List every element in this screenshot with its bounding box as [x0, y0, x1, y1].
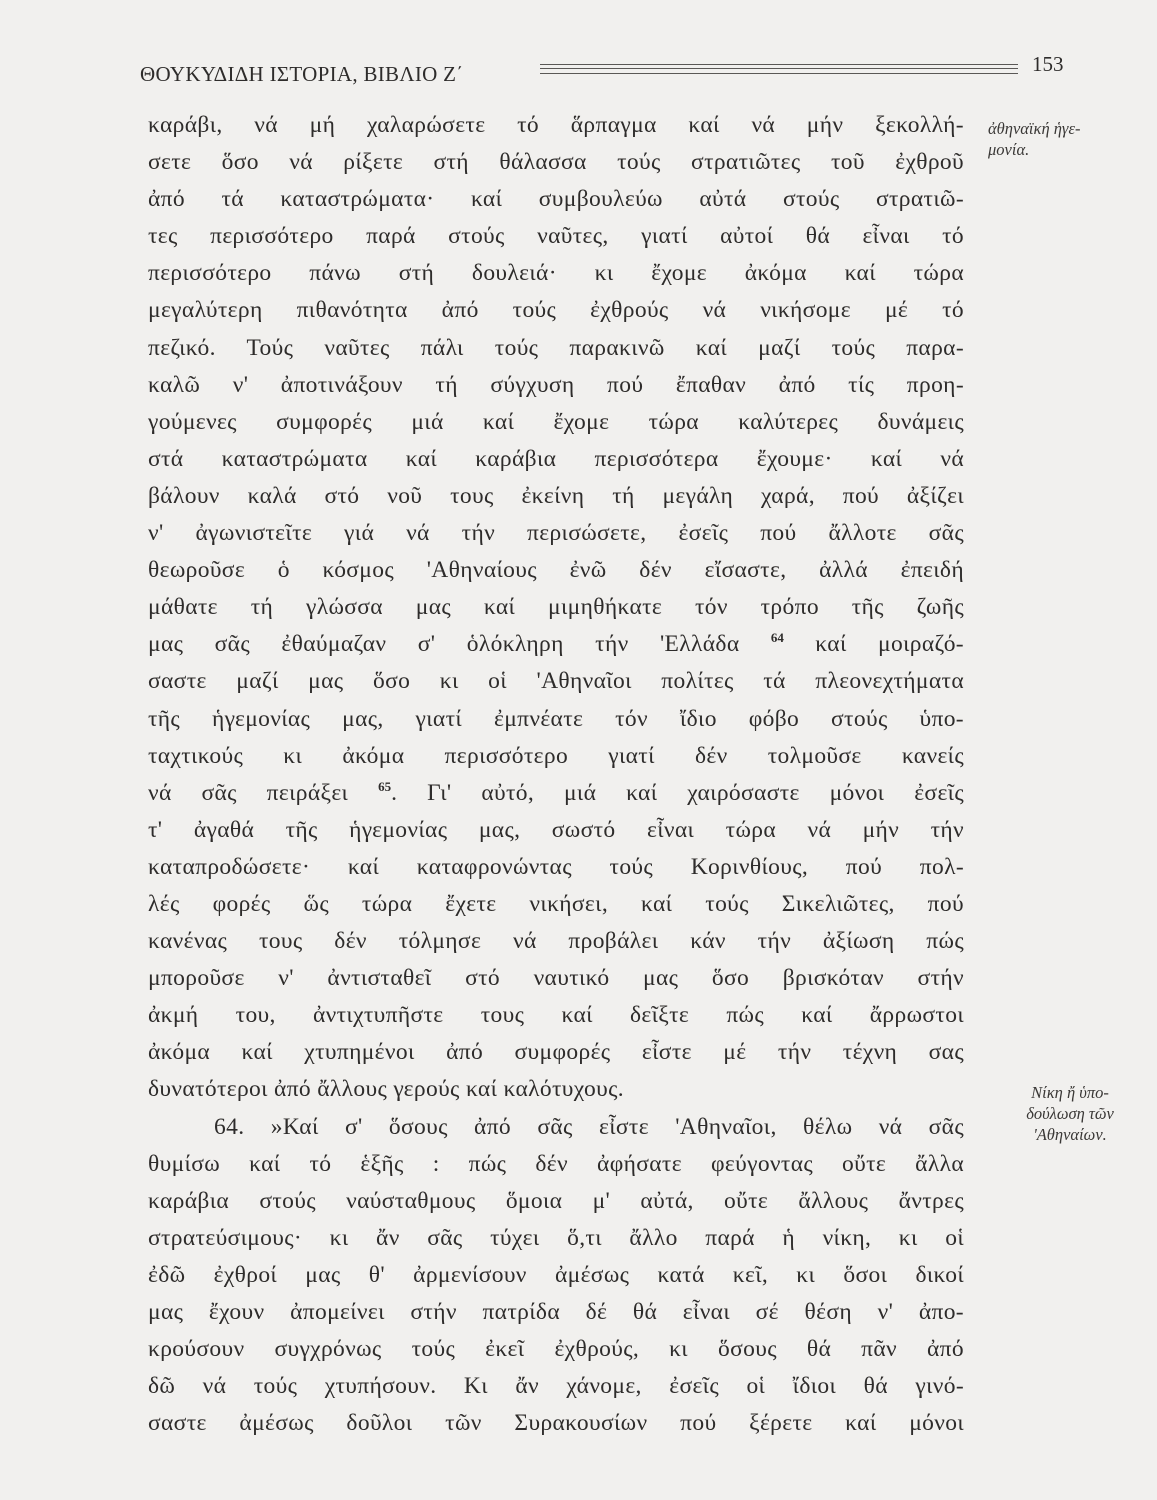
text-line: ἀπό τά καταστρώματα· καί συμβουλεύω αὐτά στούς στρατιῶ-: [148, 186, 964, 213]
text-line: περισσότερο πάνω στή δουλειά· κι ἔχομε ἀκόμα καί τώρα: [148, 260, 964, 287]
text-line: μάθατε τή γλώσσα μας καί μιμηθήκατε τόν τρόπο τῆς ζωῆς: [148, 594, 964, 621]
margin-note-line: μονία.: [988, 140, 1030, 159]
text-line: τ' ἀγαθά τῆς ἡγεμονίας μας, σωστό εἶναι τώρα νά μήν τήν: [148, 816, 964, 843]
text-line: στά καταστρώματα καί καράβια περισσότερα ἔχουμε· καί νά: [148, 445, 964, 472]
text-segment: νά σᾶς πειράξει: [148, 779, 379, 806]
text-line: κρούσουν συγχρόνως τούς ἐκεῖ ἐχθρούς, κι ὅσους θά πᾶν ἀπό: [148, 1336, 964, 1363]
margin-note-line: Νίκη ἤ ὑπο-: [1031, 1083, 1109, 1102]
text-line: στρατεύσιμους· κι ἄν σᾶς τύχει ὅ,τι ἄλλο παρά ἡ νίκη, κι οἱ: [148, 1224, 964, 1251]
running-head-title: ΘΟΥΚΥΔΙΔΗ ΙΣΤΟΡΙΑ, ΒΙΒΛΙΟ Ζ΄: [140, 62, 464, 86]
body-text: [148, 107, 964, 1442]
margin-note-line: 'Αθηναίων.: [1033, 1125, 1107, 1144]
text-line: ταχτικούς κι ἀκόμα περισσότερο γιατί δέν τολμοῦσε κανείς: [148, 742, 964, 769]
text-line: γούμενες συμφορές μιά καί ἔχομε τώρα καλύτερες δυνάμεις: [148, 408, 964, 435]
running-head: [140, 52, 1064, 88]
footnote-marker-65: 65: [378, 778, 392, 794]
text-line-with-footnote: [148, 775, 964, 812]
text-line: θυμίσω καί τό ἑξῆς : πώς δέν ἀφήσατε φεύγοντας οὔτε ἄλλα: [148, 1150, 964, 1177]
margin-note-victory-or-slavery: [995, 1082, 1145, 1145]
text-line: καλῶ ν' ἀποτινάξουν τή σύγχυση πού ἔπαθαν ἀπό τίς προη-: [148, 371, 964, 398]
footnote-marker-64: 64: [770, 630, 784, 646]
text-line: θεωροῦσε ὁ κόσμος 'Αθηναίους ἐνῶ δέν εἴσαστε, ἀλλά ἐπειδή: [148, 557, 964, 584]
page-number: 153: [1032, 52, 1064, 76]
text-line: καράβι, νά μή χαλαρώσετε τό ἅρπαγμα καί νά μήν ξεκολλή-: [148, 112, 964, 138]
margin-note-hegemony: [988, 118, 1148, 160]
header-rule: [540, 64, 1018, 74]
text-line: ἀκόμα καί χτυπημένοι ἀπό συμφορές εἶστε μέ τήν τέχνη σας: [148, 1039, 964, 1066]
text-segment: καί μοιραζό-: [783, 631, 964, 658]
text-line: μεγαλύτερη πιθανότητα ἀπό τούς ἐχθρούς νά νικήσομε μέ τό: [148, 297, 964, 324]
text-line: μποροῦσε ν' ἀντισταθεῖ στό ναυτικό μας ὅσο βρισκόταν στήν: [148, 965, 964, 992]
text-line: καταπροδώσετε· καί καταφρονώντας τούς Κορινθίους, πού πολ-: [148, 853, 964, 880]
text-segment: μας σᾶς ἐθαύμαζαν σ' ὁλόκληρη τήν 'Ελλάδα: [148, 631, 771, 658]
paragraph-end-line: δυνατότεροι ἀπό ἄλλους γερούς καί καλότυχους.: [148, 1076, 624, 1103]
text-line: πεζικό. Τούς ναῦτες πάλι τούς παρακινῶ καί μαζί τούς παρα-: [148, 334, 964, 361]
text-segment: . Γι' αὐτό, μιά καί χαιρόσαστε μόνοι ἐσεῖς: [391, 779, 964, 806]
text-line-with-footnote: [148, 626, 964, 663]
text-line: σαστε μαζί μας ὅσο κι οἱ 'Αθηναῖοι πολίτες τά πλεονεχτήματα: [148, 668, 964, 695]
text-line: τες περισσότερο παρά στούς ναῦτες, γιατί αὐτοί θά εἶναι τό: [148, 223, 964, 250]
text-line: μας ἔχουν ἀπομείνει στήν πατρίδα δέ θά εἶναι σέ θέση ν' ἀπο-: [148, 1299, 964, 1325]
section-64-first-line: 64. »Καί σ' ὅσους ἀπό σᾶς εἶστε 'Αθηναῖοι, θέλω νά σᾶς: [214, 1113, 964, 1140]
margin-note-line: δούλωση τῶν: [1026, 1104, 1114, 1123]
text-line: ν' ἀγωνιστεῖτε γιά νά τήν περισώσετε, ἐσεῖς πού ἄλλοτε σᾶς: [148, 520, 964, 547]
margin-note-line: ἀθηναϊκή ἡγε-: [988, 119, 1081, 138]
text-line: βάλουν καλά στό νοῦ τους ἐκείνη τή μεγάλη χαρά, πού ἀξίζει: [148, 482, 964, 509]
text-line: τῆς ἡγεμονίας μας, γιατί ἐμπνέατε τόν ἴδιο φόβο στούς ὑπο-: [148, 705, 964, 732]
text-line: σετε ὅσο νά ρίξετε στή θάλασσα τούς στρατιῶτες τοῦ ἐχθροῦ: [148, 149, 964, 176]
text-line: καράβια στούς ναύσταθμους ὅμοια μ' αὐτά, οὔτε ἄλλους ἄντρες: [148, 1187, 964, 1214]
text-line: σαστε ἀμέσως δοῦλοι τῶν Συρακουσίων πού ξέρετε καί μόνοι: [148, 1410, 964, 1437]
text-line: ἐδῶ ἐχθροί μας θ' ἀρμενίσουν ἀμέσως κατά κεῖ, κι ὅσοι δικοί: [148, 1261, 964, 1288]
text-line: λές φορές ὥς τώρα ἔχετε νικήσει, καί τούς Σικελιῶτες, πού: [148, 890, 964, 917]
text-line: ἀκμή του, ἀντιχτυπῆστε τους καί δεῖξτε πώς καί ἄρρωστοι: [148, 1002, 964, 1029]
text-line: δῶ νά τούς χτυπήσουν. Κι ἄν χάνομε, ἐσεῖς οἱ ἴδιοι θά γινό-: [148, 1373, 964, 1400]
text-line: κανένας τους δέν τόλμησε νά προβάλει κάν τήν ἀξίωση πώς: [148, 928, 964, 955]
